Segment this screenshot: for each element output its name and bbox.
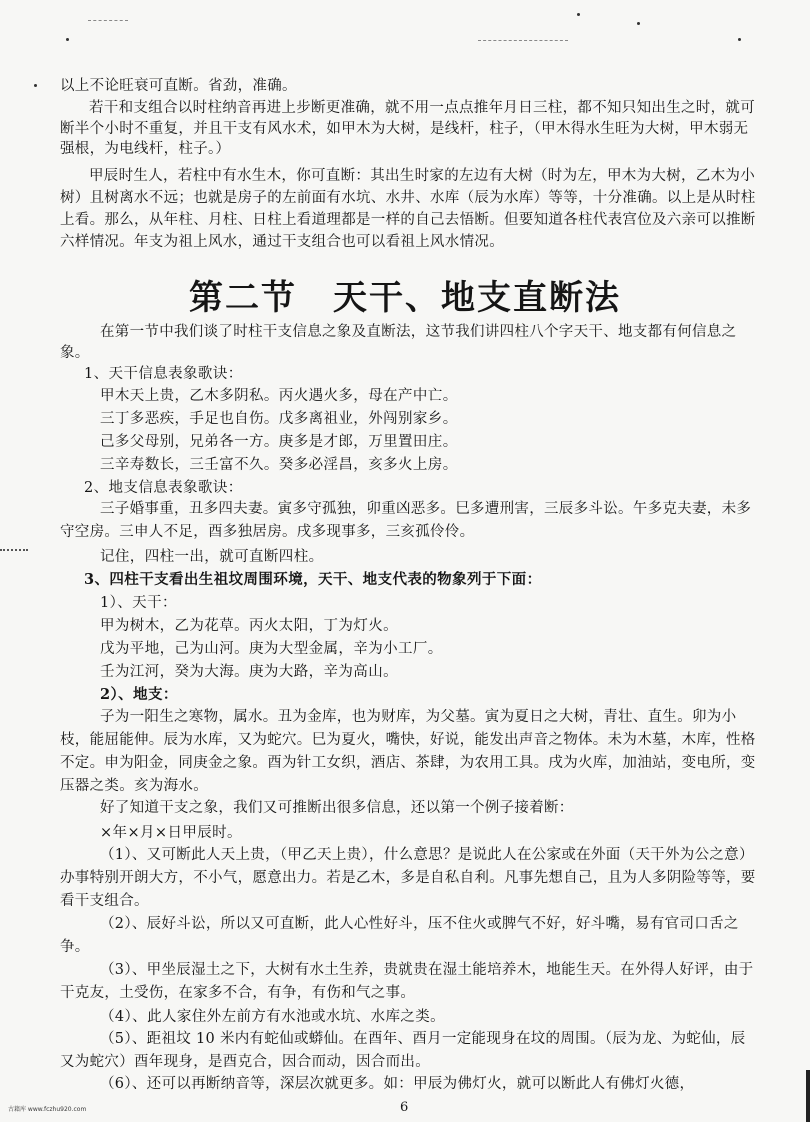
scan-speck [34,84,37,87]
sub1-line: 甲为树木，乙为花草。丙火太阳，丁为灯火。 [100,618,398,634]
scan-speck [66,38,69,41]
sub2-paragraph-text: 子为一阳生之寒物，属水。丑为金库，也为财库，为父墓。寅为夏日之大树，青壮、直生。卯为小枝，能屈能伸。辰为水库，又为蛇穴。巳为夏火，嘴快，好说，能发出声音之物体。未为木墓，木库，性格不定。申为阳金，同庚金之象。酉为针工女织，酒店、茶肆，为农用工具。戌为火库，加油站，变电所，变压器之类。亥为海水。 [60,709,756,794]
scan-speck [637,22,640,25]
scan-mark [478,40,568,42]
paragraph-4 [60,322,760,364]
sub1-title: 1）、天干： [100,595,177,611]
item-4: （4）、此人家住外左前方有水池或水坑、水库之类。 [100,1009,446,1025]
section-heading: 第二节 天干、地支直断法 [189,278,621,318]
sec3-title: 3、四柱干支看出生祖坟周围环境，天干、地支代表的物象列于下面： [84,571,542,588]
item-3-text: （3）、甲坐辰湿土之下，大树有水土生养，贵就贵在湿土能培养木，地能生天。在外得人好评，由于干克友，土受伤，在家多不合，有争，有伤和气之事。 [60,962,754,1001]
date-line: ×年×月×日甲辰时。 [100,825,242,841]
sub1-line: 戊为平地，己为山河。庚为大型金属，辛为小工厂。 [100,641,443,657]
paragraph-5 [60,798,760,818]
paragraph-5-text: 好了知道干支之象，我们又可推断出很多信息，还以第一个例子接着断： [100,800,574,816]
item-2 [60,913,760,959]
item-1-text: （1）、又可断此人天上贵，（甲乙天上贵），什么意思？是说此人在公家或在外面（天干外为公之意）办事特别开朗大方，不小气，愿意出力。若是乙木，多是自私自利。凡事先想自己，且为人多阴险等等，要看干支组合。 [60,847,756,909]
item-5 [60,1028,760,1074]
sub2-paragraph [60,706,760,798]
page-number: 6 [400,1100,409,1115]
item-5-text: （5）、距祖坟 10 米内有蛇仙或蟒仙。在酉年、酉月一定能现身在坟的周围。（辰为龙、为蛇仙，辰又为蛇穴）酉年现身，是酉克合，因合而动，因合而出。 [60,1031,746,1070]
sec1-line: 甲木天上贵，乙木多阴私。丙火遇火多，母在产中亡。 [100,388,458,404]
sec1-line: 三丁多恶疾，手足也自伤。戊多离祖业，外闯别家乡。 [100,411,458,427]
item-6 [60,1074,750,1094]
sec1-title: 1、天干信息表象歌诀： [84,366,243,382]
paragraph-2 [60,98,760,160]
sec2-paragraph-text: 三子婚事重，丑多四夫妻。寅多守孤独，卯重凶恶多。巳多遭刑害，三辰多斗讼。午多克夫妻，未多守空房。三申人不足，酉多独居房。戌多现事多，三亥孤伶伶。 [60,501,752,540]
item-1 [60,844,760,913]
scan-mark [0,549,28,552]
item-6-text: （6）、还可以再断纳音等，深层次就更多。如：甲辰为佛灯火，就可以断此人有佛灯火德， [100,1076,695,1092]
scan-edge [806,1070,810,1122]
sec1-line: 己多父母别，兄弟各一方。庚多是才郎，万里置田庄。 [100,434,458,450]
sub2-title: 2）、地支： [100,686,178,703]
paragraph-2-text: 若干和支组合以时柱纳音再进上步断更准确，就不用一点点推年月日三柱，都不知只知出生之时，就可断半个小时不重复，并且干支有风水术，如甲木为大树，是线杆，柱子，（甲木得水生旺为大树，甲木弱无强根，为电线杆，柱子。） [60,100,755,157]
sec2-title: 2、地支信息表象歌诀： [84,480,243,496]
paragraph-4-text: 在第一节中我们谈了时柱干支信息之象及直断法，这节我们讲四柱八个字天干、地支都有何信息之象。 [60,324,737,361]
footer-watermark: 古籍库 www.fczhu920.com [8,1106,87,1113]
sec2-paragraph [60,498,760,544]
sub1-line: 壬为江河，癸为大海。庚为大路，辛为高山。 [100,664,398,680]
item-2-text: （2）、辰好斗讼，所以又可直断，此人心性好斗，压不住火或脾气不好，好斗嘴，易有官司口舌之争。 [60,916,739,955]
paragraph-3 [60,165,760,253]
paragraph-intro: 以上不论旺衰可直断。省劲，准确。 [60,78,297,94]
scan-mark [88,20,128,22]
remember-line: 记住，四柱一出，就可直断四柱。 [100,549,324,565]
sec1-line: 三辛寿数长，三壬富不久。癸多必淫昌，亥多火上房。 [100,457,458,473]
item-3 [60,959,760,1005]
scan-speck [738,38,741,41]
scan-speck [577,13,580,16]
paragraph-3-text: 甲辰时生人，若柱中有水生木，你可直断：其出生时家的左边有大树（时为左，甲木为大树，乙木为小树）且树离水不远；也就是房子的左前面有水坑、水井、水库（辰为水库）等等，十分准确。以上是从时柱上看。那么，从年柱、月柱、日柱上看道理都是一样的自己去悟断。但要知道各柱代表宫位及六亲可以推断六样情况。年支为祖上风水，通过干支组合也可以看祖上风水情况。 [60,168,756,250]
